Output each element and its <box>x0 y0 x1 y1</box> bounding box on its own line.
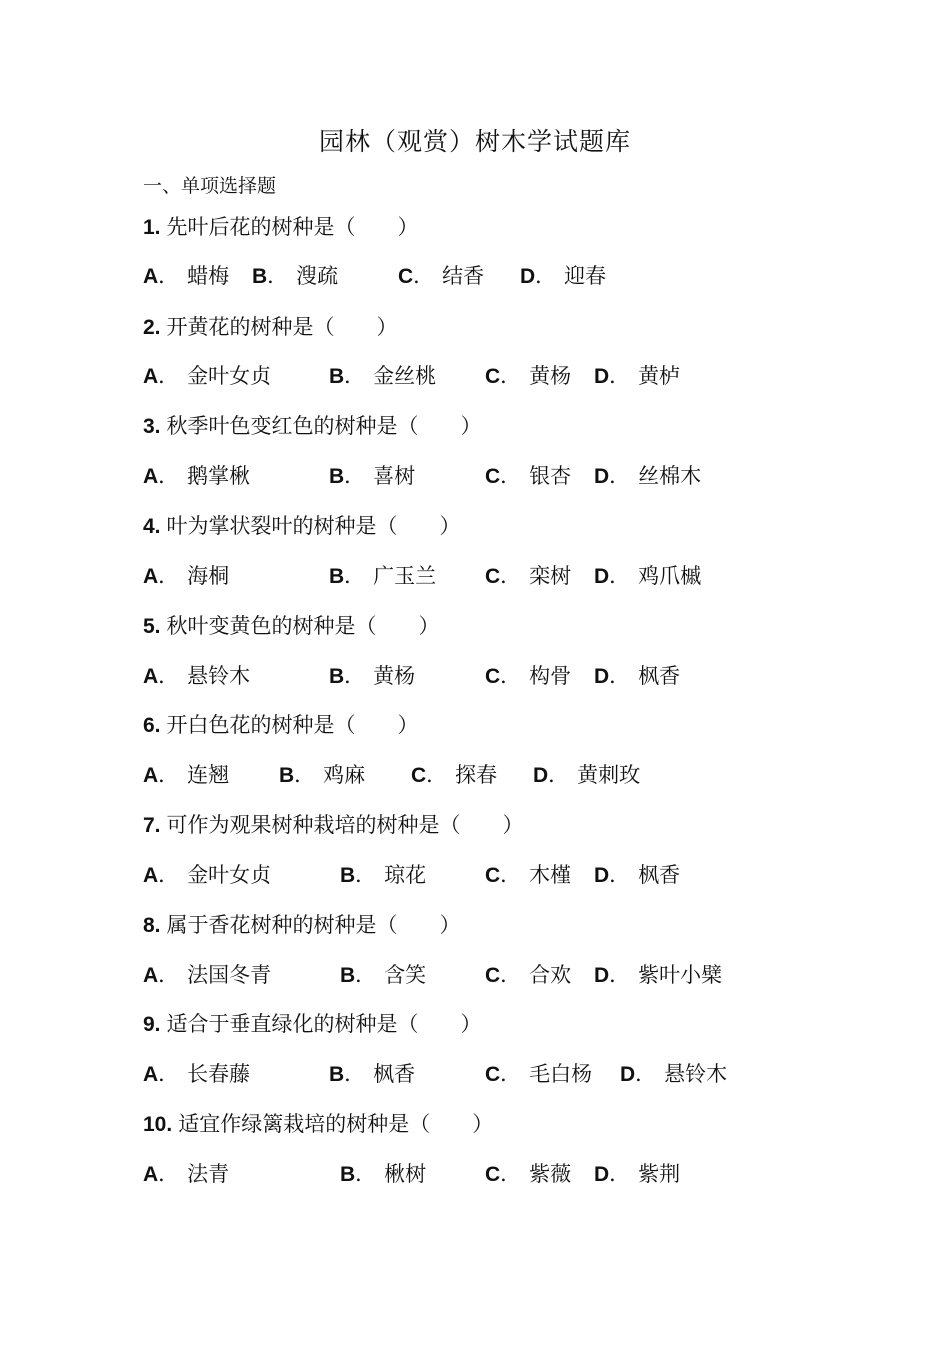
question-9 <box>143 1008 482 1038</box>
option-letter: A <box>143 964 159 987</box>
option-text: 法国冬青 <box>187 963 272 987</box>
question-number: 5. <box>143 615 161 638</box>
question-1 <box>143 211 419 241</box>
option-c: C． 探春 <box>411 763 498 787</box>
option-a: A． 蜡梅 <box>143 264 230 288</box>
option-letter: A <box>143 864 159 887</box>
question-number: 9. <box>143 1013 161 1036</box>
option-letter: D <box>594 465 610 488</box>
option-letter: B <box>279 764 295 787</box>
option-c: C． 木槿 <box>485 863 572 887</box>
options-row <box>143 1058 823 1088</box>
option-letter: B <box>329 365 345 388</box>
option-letter: B <box>329 565 345 588</box>
question-number: 7. <box>143 814 161 837</box>
option-letter: A <box>143 565 159 588</box>
option-letter: D <box>594 1163 610 1186</box>
options-row <box>143 560 823 590</box>
option-c: C． 栾树 <box>485 564 572 588</box>
option-text: 悬铃木 <box>664 1062 728 1086</box>
option-text: 金丝桃 <box>373 364 437 388</box>
option-b: B． 楸树 <box>340 1162 427 1186</box>
question-7 <box>143 809 524 839</box>
option-letter: A <box>143 465 159 488</box>
option-text: 银杏 <box>529 464 572 488</box>
option-text: 黄刺玫 <box>577 763 641 787</box>
option-d: D． 紫叶小檗 <box>594 963 723 987</box>
option-b: B． 广玉兰 <box>329 564 437 588</box>
question-text: 秋季叶色变红色的树种是（ ） <box>166 414 482 438</box>
question-number: 10. <box>143 1113 173 1136</box>
option-text: 溲疏 <box>296 264 339 288</box>
option-a: A． 鹅掌楸 <box>143 464 251 488</box>
option-text: 鸡麻 <box>323 763 366 787</box>
options-row <box>143 260 823 290</box>
option-letter: B <box>340 964 356 987</box>
option-d: D． 枫香 <box>594 664 681 688</box>
option-text: 悬铃木 <box>187 664 251 688</box>
option-b: B． 含笑 <box>340 963 427 987</box>
option-letter: D <box>594 665 610 688</box>
page-title: 园林（观赏）树木学试题库 <box>318 127 631 156</box>
question-5 <box>143 610 440 640</box>
question-number: 3. <box>143 415 161 438</box>
question-text: 开白色花的树种是（ ） <box>166 713 419 737</box>
option-text: 合欢 <box>529 963 572 987</box>
option-text: 海桐 <box>187 564 230 588</box>
question-4 <box>143 510 461 540</box>
option-letter: C <box>485 565 501 588</box>
option-text: 毛白杨 <box>529 1062 593 1086</box>
question-number: 4. <box>143 515 161 538</box>
option-text: 鸡爪槭 <box>638 564 702 588</box>
option-letter: C <box>398 265 414 288</box>
question-text: 叶为掌状裂叶的树种是（ ） <box>166 514 461 538</box>
option-text: 紫荆 <box>638 1162 681 1186</box>
option-text: 含笑 <box>384 963 427 987</box>
options-row <box>143 959 823 989</box>
options-row <box>143 859 823 889</box>
option-text: 金叶女贞 <box>187 364 272 388</box>
option-letter: B <box>329 665 345 688</box>
option-letter: D <box>594 365 610 388</box>
option-a: A． 连翘 <box>143 763 230 787</box>
option-text: 法青 <box>187 1162 230 1186</box>
section-heading: 一、单项选择题 <box>143 175 277 197</box>
option-text: 木槿 <box>529 863 572 887</box>
option-c: C． 合欢 <box>485 963 572 987</box>
option-b: B． 枫香 <box>329 1062 416 1086</box>
option-letter: D <box>594 964 610 987</box>
option-c: C． 紫薇 <box>485 1162 572 1186</box>
option-d: D． 紫荆 <box>594 1162 681 1186</box>
option-text: 琼花 <box>384 863 427 887</box>
option-text: 构骨 <box>529 664 572 688</box>
option-letter: C <box>485 964 501 987</box>
question-text: 属于香花树种的树种是（ ） <box>166 913 461 937</box>
option-c: C． 结香 <box>398 264 485 288</box>
option-text: 枫香 <box>373 1062 416 1086</box>
option-letter: A <box>143 665 159 688</box>
option-text: 金叶女贞 <box>187 863 272 887</box>
options-row <box>143 360 823 390</box>
question-6 <box>143 709 419 739</box>
option-text: 栾树 <box>529 564 572 588</box>
option-text: 长春藤 <box>187 1062 251 1086</box>
option-text: 黄杨 <box>529 364 572 388</box>
option-letter: C <box>411 764 427 787</box>
option-a: A． 法青 <box>143 1162 230 1186</box>
question-text: 开黄花的树种是（ ） <box>166 315 398 339</box>
option-b: B． 黄杨 <box>329 664 416 688</box>
option-letter: B <box>252 265 268 288</box>
question-3 <box>143 410 482 440</box>
option-c: C． 银杏 <box>485 464 572 488</box>
question-text: 适宜作绿篱栽培的树种是（ ） <box>178 1112 494 1136</box>
option-d: D． 丝棉木 <box>594 464 702 488</box>
option-text: 黄杨 <box>373 664 416 688</box>
question-10 <box>143 1108 493 1138</box>
option-b: B． 鸡麻 <box>279 763 366 787</box>
question-8 <box>143 909 461 939</box>
option-letter: C <box>485 365 501 388</box>
option-text: 枫香 <box>638 664 681 688</box>
option-letter: B <box>340 1163 356 1186</box>
question-number: 8. <box>143 914 161 937</box>
options-row <box>143 660 823 690</box>
option-d: D． 黄刺玫 <box>533 763 641 787</box>
option-d: D． 黄栌 <box>594 364 681 388</box>
question-text: 可作为观果树种栽培的树种是（ ） <box>166 813 524 837</box>
options-row <box>143 759 823 789</box>
option-text: 丝棉木 <box>638 464 702 488</box>
option-text: 紫薇 <box>529 1162 572 1186</box>
question-text: 适合于垂直绿化的树种是（ ） <box>166 1012 482 1036</box>
option-letter: C <box>485 1163 501 1186</box>
option-a: A． 金叶女贞 <box>143 863 272 887</box>
option-letter: D <box>520 265 536 288</box>
option-text: 鹅掌楸 <box>187 464 251 488</box>
question-number: 1. <box>143 216 161 239</box>
option-letter: D <box>594 864 610 887</box>
option-d: D． 鸡爪槭 <box>594 564 702 588</box>
option-letter: D <box>533 764 549 787</box>
option-text: 黄栌 <box>638 364 681 388</box>
options-row <box>143 460 823 490</box>
option-b: B． 琼花 <box>340 863 427 887</box>
option-text: 迎春 <box>564 264 607 288</box>
option-a: A． 金叶女贞 <box>143 364 272 388</box>
option-letter: B <box>329 465 345 488</box>
option-text: 紫叶小檗 <box>638 963 723 987</box>
option-text: 广玉兰 <box>373 564 437 588</box>
option-d: D． 枫香 <box>594 863 681 887</box>
option-text: 蜡梅 <box>187 264 230 288</box>
option-letter: A <box>143 764 159 787</box>
option-d: D． 悬铃木 <box>620 1062 728 1086</box>
option-letter: C <box>485 1063 501 1086</box>
option-b: B． 金丝桃 <box>329 364 437 388</box>
question-text: 先叶后花的树种是（ ） <box>166 215 419 239</box>
option-letter: A <box>143 365 159 388</box>
option-b: B． 溲疏 <box>252 264 339 288</box>
option-text: 喜树 <box>373 464 416 488</box>
option-letter: D <box>620 1063 636 1086</box>
option-b: B． 喜树 <box>329 464 416 488</box>
question-number: 2. <box>143 316 161 339</box>
option-c: C． 毛白杨 <box>485 1062 593 1086</box>
option-letter: B <box>329 1063 345 1086</box>
option-text: 探春 <box>455 763 498 787</box>
option-letter: A <box>143 1063 159 1086</box>
option-letter: C <box>485 465 501 488</box>
option-letter: A <box>143 265 159 288</box>
option-letter: B <box>340 864 356 887</box>
option-c: C． 构骨 <box>485 664 572 688</box>
question-text: 秋叶变黄色的树种是（ ） <box>166 614 440 638</box>
option-c: C． 黄杨 <box>485 364 572 388</box>
option-letter: C <box>485 665 501 688</box>
question-2 <box>143 311 398 341</box>
option-text: 枫香 <box>638 863 681 887</box>
option-a: A． 长春藤 <box>143 1062 251 1086</box>
options-row <box>143 1158 823 1188</box>
question-number: 6. <box>143 714 161 737</box>
option-a: A． 法国冬青 <box>143 963 272 987</box>
option-d: D． 迎春 <box>520 264 607 288</box>
option-letter: A <box>143 1163 159 1186</box>
option-text: 楸树 <box>384 1162 427 1186</box>
option-text: 连翘 <box>187 763 230 787</box>
option-text: 结香 <box>442 264 485 288</box>
option-letter: D <box>594 565 610 588</box>
option-letter: C <box>485 864 501 887</box>
option-a: A． 海桐 <box>143 564 230 588</box>
option-a: A． 悬铃木 <box>143 664 251 688</box>
